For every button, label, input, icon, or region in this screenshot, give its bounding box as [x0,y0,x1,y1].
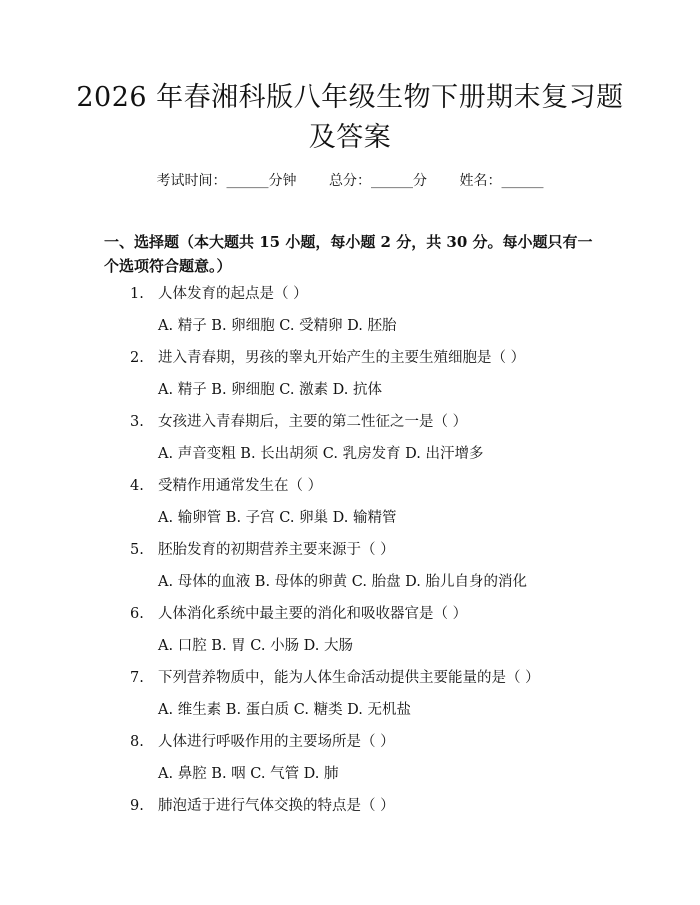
question-options: A. 维生素 B. 蛋白质 C. 糖类 D. 无机盐 [158,702,412,718]
question-text: 女孩进入青春期后，主要的第二性征之一是（ ） [158,414,468,430]
question-options: A. 母体的血液 B. 母体的卵黄 C. 胎盘 D. 胎儿自身的消化 [158,574,528,590]
question-text: 下列营养物质中，能为人体生命活动提供主要能量的是（ ） [158,670,540,686]
exam-total-score: 总分：______分 [329,173,427,189]
question-options: A. 鼻腔 B. 咽 C. 气管 D. 肺 [158,766,339,782]
question-text: 人体发育的起点是（ ） [158,286,308,302]
question-number: 1. [130,286,144,302]
question-number: 7. [130,670,144,686]
question-number: 3. [130,414,144,430]
student-name: 姓名：______ [459,173,544,189]
question-number: 8. [130,734,144,750]
question-text: 胚胎发育的初期营养主要来源于（ ） [158,542,395,558]
exam-info-line [0,170,700,190]
question-text: 肺泡适于进行气体交换的特点是（ ） [158,798,395,814]
question-number: 9. [130,798,144,814]
exam-time: 考试时间：______分钟 [156,173,297,189]
question-text: 人体消化系统中最主要的消化和吸收器官是（ ） [158,606,468,622]
question-text: 人体进行呼吸作用的主要场所是（ ） [158,734,395,750]
question-options: A. 输卵管 B. 子宫 C. 卵巢 D. 输精管 [158,510,397,526]
question-number: 2. [130,350,144,366]
question-options: A. 声音变粗 B. 长出胡须 C. 乳房发育 D. 出汗增多 [158,446,484,462]
question-options: A. 口腔 B. 胃 C. 小肠 D. 大肠 [158,638,354,654]
section-heading: 一、选择题（本大题共 15 小题，每小题 2 分，共 30 分。每小题只有一个选项符合题意。） [104,233,593,275]
question-number: 5. [130,542,144,558]
title-line-1: 2026 年春湘科版八年级生物下册期末复习题 [76,82,624,113]
question-options: A. 精子 B. 卵细胞 C. 激素 D. 抗体 [158,382,383,398]
title-line-2: 及答案 [308,122,392,153]
question-number: 6. [130,606,144,622]
question-text: 受精作用通常发生在（ ） [158,478,323,494]
question-options: A. 精子 B. 卵细胞 C. 受精卵 D. 胚胎 [158,318,397,334]
question-text: 进入青春期，男孩的睾丸开始产生的主要生殖细胞是（ ） [158,350,526,366]
document-title [60,78,640,158]
question-number: 4. [130,478,144,494]
